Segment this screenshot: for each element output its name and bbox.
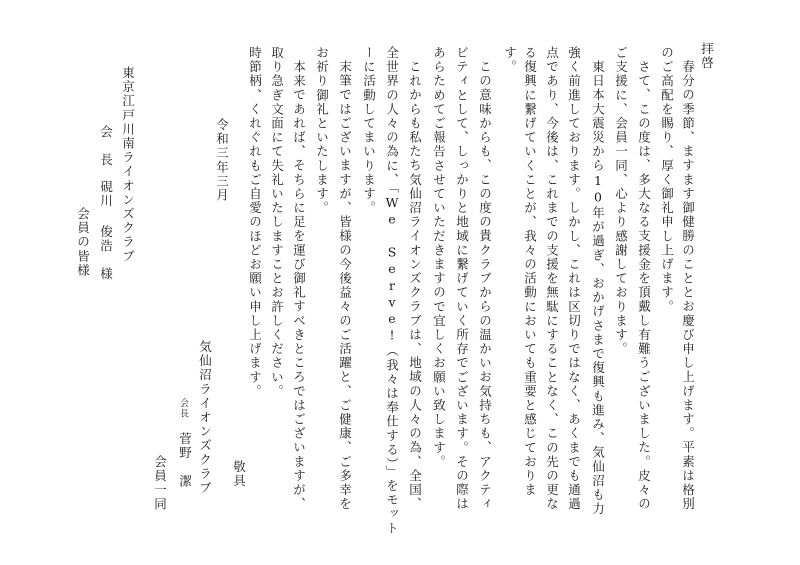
body-line: ーに活動してまいります。 xyxy=(361,46,377,216)
recipient-title: 会 長 xyxy=(98,125,114,168)
body-line: 取り急ぎ文面にて失礼いたしますことお許しください。 xyxy=(269,46,285,399)
body-line: お祈り御礼といたします。 xyxy=(314,46,330,216)
body-line: 全世界の人々の為に、「We Serve!（我々は奉仕する）」をモット xyxy=(384,46,400,536)
body-line: る復興に繋げていくことが、我々の活動においても重要と感じておりま xyxy=(522,46,538,498)
letter-date: 令和三年三月 xyxy=(214,118,230,203)
body-line: 点であり、今後は、これまでの支援を無駄にすることなく、この先の更な xyxy=(544,46,560,512)
body-line: 時節柄、くれぐれもご自愛のほどお願い申し上げます。 xyxy=(247,46,263,399)
body-line: 末筆ではございますが、皆様の今後益々のご活躍と、ご健康、ご多幸を xyxy=(337,60,353,512)
recipient-president: 硯川 俊浩 様 xyxy=(98,180,114,282)
closing: 敬具 xyxy=(231,460,247,489)
sender-club: 気仙沼ライオンズクラブ xyxy=(197,340,213,496)
body-line: 春分の季節、ますます御健勝のこととお慶び申し上げます。平素は格別 xyxy=(680,60,696,512)
body-line: 東日本大震災から10年が過ぎ、おかげさまで復興も進み、気仙沼も力 xyxy=(590,60,606,517)
body-line: この意味からも、この度の貴クラブからの温かいお気持ちも、アクティ xyxy=(477,60,493,512)
body-line: あらためてご報告させていただきますので宜しくお願い致します。 xyxy=(431,46,447,469)
sender-president: 菅野 潔 xyxy=(177,432,193,489)
body-line: 強く前進しております。しかし、これは区切りではなく、あくまでも通過 xyxy=(566,46,582,512)
body-line: ビティとして、しっかりと地域に繋げていく所存でございます。その際は xyxy=(454,46,470,512)
body-line: ご支援に、会員一同、心より感謝しております。 xyxy=(613,46,629,357)
sender-title: 会長 xyxy=(178,398,188,420)
sender-members: 会員一同 xyxy=(152,455,168,512)
recipient-members: 会員の皆様 xyxy=(75,207,91,278)
greeting: 拝啓 xyxy=(699,42,715,71)
body-line: 本来であれば、そちらに足を運び御礼すべきところではございますが、 xyxy=(291,60,307,512)
body-line: さて、この度は、多大なる支援金を頂戴し有難うございました。皮々の xyxy=(636,60,652,512)
body-line: のご高配を賜り、厚く御礼申し上げます。 xyxy=(659,46,675,314)
body-line: す。 xyxy=(502,46,518,75)
recipient-club: 東京江戸川南ライオンズクラブ xyxy=(120,66,136,264)
body-line: これからも私たち気仙沼ライオンズクラブは、地域の人々の為、全国、 xyxy=(407,60,423,512)
